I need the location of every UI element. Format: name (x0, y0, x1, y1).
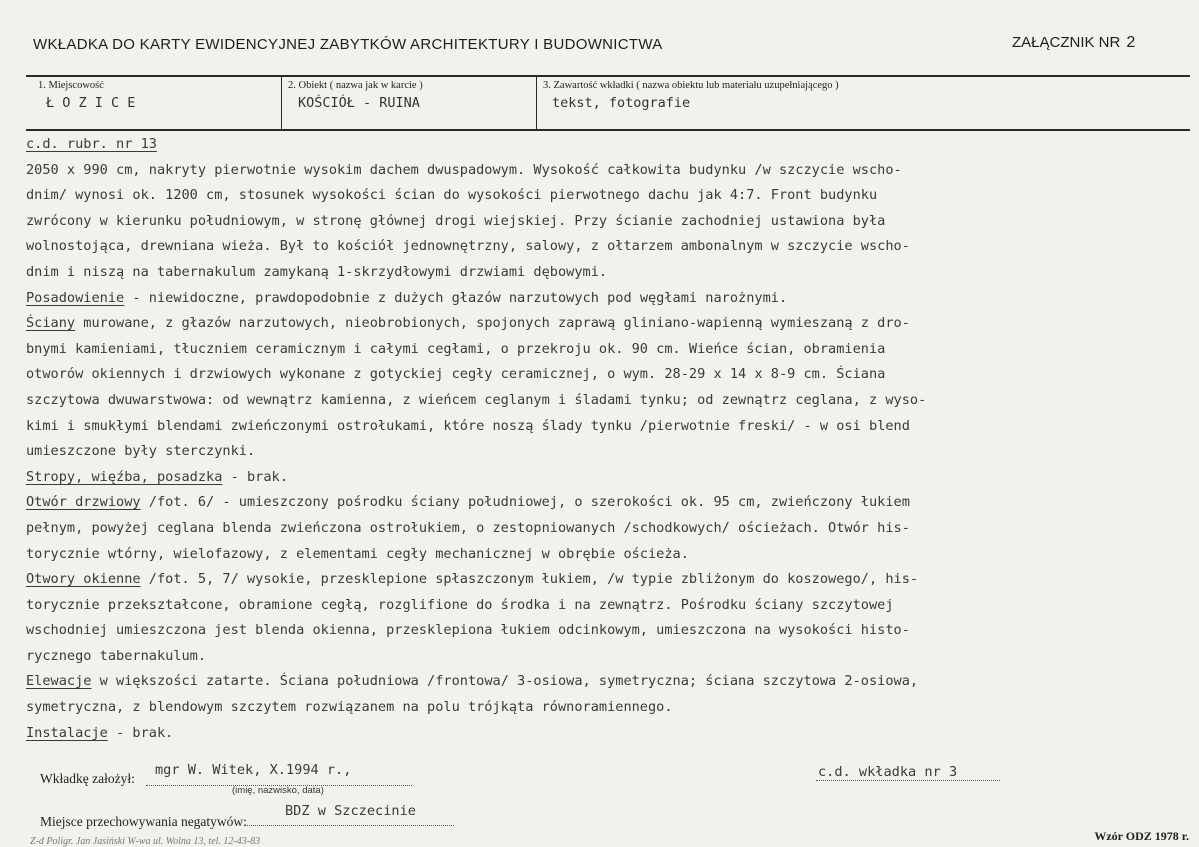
next-insert-value: c.d. wkładka nr 3 (818, 764, 958, 780)
attachment-label (1012, 34, 1135, 52)
intro-line: wolnostojąca, drewniana wieża. Był to kościół jednownętrzny, salowy, z ołtarzem ambonalnym w szczycie wscho- (26, 238, 910, 255)
intro-line: 2050 x 990 cm, nakryty pierwotnie wysokim dachem dwuspadowym. Wysokość całkowita budynku /w szczycie wscho- (26, 161, 902, 178)
door-line: torycznie wtórny, wielofazowy, z elementami cegły mechanicznej w obrębie ościeża. (26, 545, 689, 562)
elevations-heading: Elewacje (26, 673, 92, 690)
object-value: KOŚCIÓŁ - RUINA (298, 95, 420, 111)
walls-line: kimi i smukłymi blendami zwieńczonymi ostrołukami, które noszą ślady tynku /pierwotnie freski/ - w osi blend (26, 417, 910, 434)
elevations-line: symetryczna, z blendowym szczytem rozwiązanem na polu trójkąta równoramiennego. (26, 699, 673, 716)
card-title: WKŁADKA DO KARTY EWIDENCYJNEJ ZABYTKÓW ARCHITEKTURY I BUDOWNICTWA (33, 36, 663, 53)
walls-heading: Ściany (26, 315, 76, 332)
founder-value: mgr W. Witek, X.1994 r., (155, 762, 352, 778)
windows-heading: Otwory okienne (26, 571, 141, 588)
storage-dotted-line (244, 825, 454, 826)
windows-line: wschodniej umieszczona jest blenda okienna, przesklepiona łukiem odcinkowym, umieszczona na wysokości histo- (26, 622, 910, 639)
content-label: 3. Zawartość wkładki ( nazwa obiektu lub materiału uzupełniającego ) (543, 80, 839, 91)
storage-value: BDZ w Szczecinie (285, 803, 416, 819)
door-text: /fot. 6/ - umieszczony pośrodku ściany południowej, o szerokości ok. 95 cm, zwieńczony łukiem (140, 494, 910, 511)
door-heading: Otwór drzwiowy (26, 494, 141, 511)
storage-label: Miejsce przechowywania negatywów: (40, 814, 247, 829)
locality-value: Ł O Z I C E (46, 95, 136, 111)
walls-line: otworów okiennych i drzwiowych wykonane z gotyckiej cegły ceramicznej, o wym. 28-29 x 14 x 8-9 cm. Ściana (26, 366, 886, 383)
object-label: 2. Obiekt ( nazwa jak w karcie ) (288, 80, 423, 91)
content-value: tekst, fotografie (552, 95, 691, 111)
locality-label: 1. Miejscowość (38, 80, 104, 91)
foundation-text: - niewidoczne, prawdopodobnie z dużych głazów narzutowych pod węgłami narożnymi. (124, 289, 788, 306)
walls-text: murowane, z głazów narzutowych, nieobrobionych, spojonych zaprawą gliniano-wapienną wymieszaną z dro- (75, 315, 910, 332)
printer-imprint: Z-d Poligr. Jan Jasiński W-wa ul. Wolna 13, tel. 12-43-83 (30, 836, 261, 847)
field-divider-2 (536, 76, 537, 130)
windows-line: rycznego tabernakulum. (26, 647, 207, 664)
walls-line: umieszczone były sterczynki. (26, 443, 256, 460)
intro-line: zwrócony w kierunku południowym, w stronę głównej drogi wiejskiej. Przy ścianie zachodniej ustawiona była (26, 212, 886, 229)
elevations-text: w większości zatarte. Ściana południowa /frontowa/ 3-osiowa, symetryczna; ściana szczytowa 2-osiowa, (91, 673, 919, 690)
intro-line: dnim i niszą na tabernakulum zamykaną 1-skrzydłowymi drzwiami dębowymi. (26, 263, 608, 280)
installations-text: - brak. (107, 724, 174, 741)
founder-label: Wkładkę założył: (40, 771, 135, 786)
field-divider-1 (281, 76, 282, 130)
walls-line: szczytowa dwuwarstwowa: od wewnątrz kamienna, z wieńcem ceglanym i śladami tynku; od zewnątrz ceglana, z wyso- (26, 391, 927, 408)
door-line: pełnym, powyżej ceglana blenda zwieńczona ostrołukiem, o zestopniowanych /schodkowych/ ościeżach. Otwór his- (26, 519, 910, 536)
form-id: Wzór ODZ 1978 r. (1094, 829, 1189, 843)
attachment-text: ZAŁĄCZNIK NR (1012, 34, 1121, 51)
ceilings-heading: Stropy, więźba, posadzka (26, 468, 223, 485)
installations-heading: Instalacje (26, 724, 108, 741)
windows-line: torycznie przekształcone, obramione cegłą, rozglifione do środka i na zewnątrz. Pośrodku ściany szczytowej (26, 596, 894, 613)
intro-line: dnim/ wynosi ok. 1200 cm, stosunek wysokości ścian do wysokości pierwotnego dachu jak 4:7. Front budynku (26, 187, 878, 204)
walls-line: bnymi kamieniami, tłuczniem ceramicznym i całymi cegłami, o przekroju ok. 90 cm. Wieńce ścian, obramienia (26, 340, 886, 357)
header-top-rule (26, 75, 1190, 77)
windows-text: /fot. 5, 7/ wysokie, przesklepione spłaszczonym łukiem, /w typie zbliżonym do koszowego/, his- (140, 571, 919, 588)
founder-caption: (imię, nazwisko, data) (232, 785, 324, 796)
attachment-number: 2 (1126, 34, 1136, 51)
continuation-heading: c.d. rubr. nr 13 (26, 136, 157, 152)
next-insert-dotted-line (816, 780, 1000, 781)
description-text (26, 132, 1186, 746)
ceilings-text: - brak. (222, 468, 288, 485)
header-bottom-rule (26, 129, 1190, 131)
foundation-heading: Posadowienie (26, 289, 125, 306)
